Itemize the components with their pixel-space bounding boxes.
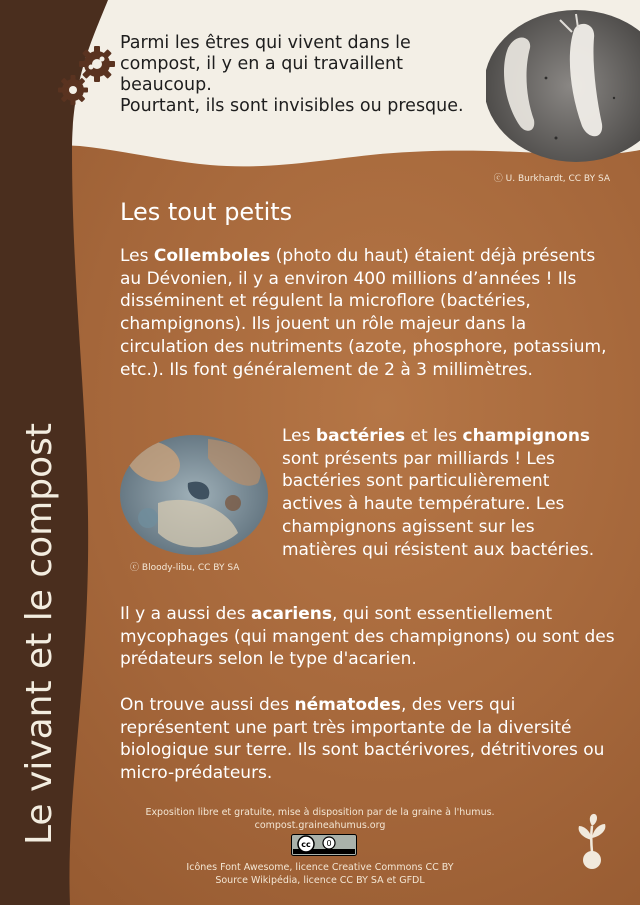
intro-line: Parmi les êtres qui vivent dans le xyxy=(120,33,411,53)
text: (photo du haut) étaient déjà présents au Dévonien, il y a environ 400 millions d’années ! Ils disséminent et régulent la microflore (bactéries, champignons). Ils jouent un rôle majeur dans la circulation des nutriments (azote, phosphore, potassium, etc.). Ils font généralement de 2 à 3 millimètres. xyxy=(120,246,607,380)
footer-top xyxy=(120,807,520,832)
footer-line: Source Wikipédia, licence CC BY SA et GFDL xyxy=(215,874,425,886)
bold-term: acariens xyxy=(250,604,332,624)
gears-icon xyxy=(58,44,118,110)
bold-term: Collemboles xyxy=(153,246,271,266)
paragraph-acariens xyxy=(120,603,620,671)
side-title: Le vivant et le compost xyxy=(19,423,60,845)
intro-line: Pourtant, ils sont invisibles ou presque. xyxy=(120,96,464,116)
copyleft-icon: ⓒ xyxy=(493,174,503,184)
text: On trouve aussi des xyxy=(120,695,295,715)
text: , des vers qui représentent une part très importante de la diversité biologique sur terre. Ils sont bactérivores, détritivores ou micro-prédateurs. xyxy=(120,695,605,784)
intro-text xyxy=(120,33,490,117)
cc-zero-badge-icon xyxy=(291,834,357,856)
text: Les xyxy=(282,426,316,446)
section-title: Les tout petits xyxy=(120,198,293,226)
footer-bottom xyxy=(120,862,520,887)
footer-line: Exposition libre et gratuite, mise à disposition par de la graine à l'humus. xyxy=(145,807,495,818)
paragraph-nematodes xyxy=(120,694,620,785)
paragraph-bacteries xyxy=(282,425,612,561)
text: Il y a aussi des xyxy=(120,604,251,624)
text: , qui sont essentiellement mycophages (qui mangent des champignons) ou sont des prédateurs selon le type d'acarien. xyxy=(120,604,615,670)
photo-credit-text: Bloody-libu, CC BY SA xyxy=(141,563,240,573)
svg-text:cc: cc xyxy=(301,840,311,849)
sprout-logo-icon xyxy=(575,812,609,870)
bold-term: champignons xyxy=(462,426,591,446)
bacteria-photo xyxy=(118,433,270,557)
intro-line: compost, il y en a qui travaillent xyxy=(120,54,403,74)
photo-credit-mid xyxy=(130,560,239,573)
intro-line: beaucoup. xyxy=(120,75,212,95)
springtail-photo xyxy=(486,8,640,164)
bold-term: bactéries xyxy=(315,426,406,446)
svg-text:0: 0 xyxy=(326,839,332,848)
photo-credit-top xyxy=(494,171,610,184)
paragraph-collemboles xyxy=(120,245,620,381)
text: et les xyxy=(405,426,463,446)
footer-url[interactable]: compost.graineahumus.org xyxy=(254,819,386,831)
copyleft-icon: ⓒ xyxy=(130,563,140,573)
bold-term: nématodes xyxy=(294,695,401,715)
photo-credit-text: U. Burkhardt, CC BY SA xyxy=(505,174,610,184)
text: sont présents par milliards ! Les bactéries sont particulièrement actives à haute température. Les champignons agissent sur les matières qui résistent aux bactéries. xyxy=(282,448,595,560)
footer-line: Icônes Font Awesome, licence Creative Commons CC BY xyxy=(186,862,454,873)
text: Les xyxy=(120,246,154,266)
